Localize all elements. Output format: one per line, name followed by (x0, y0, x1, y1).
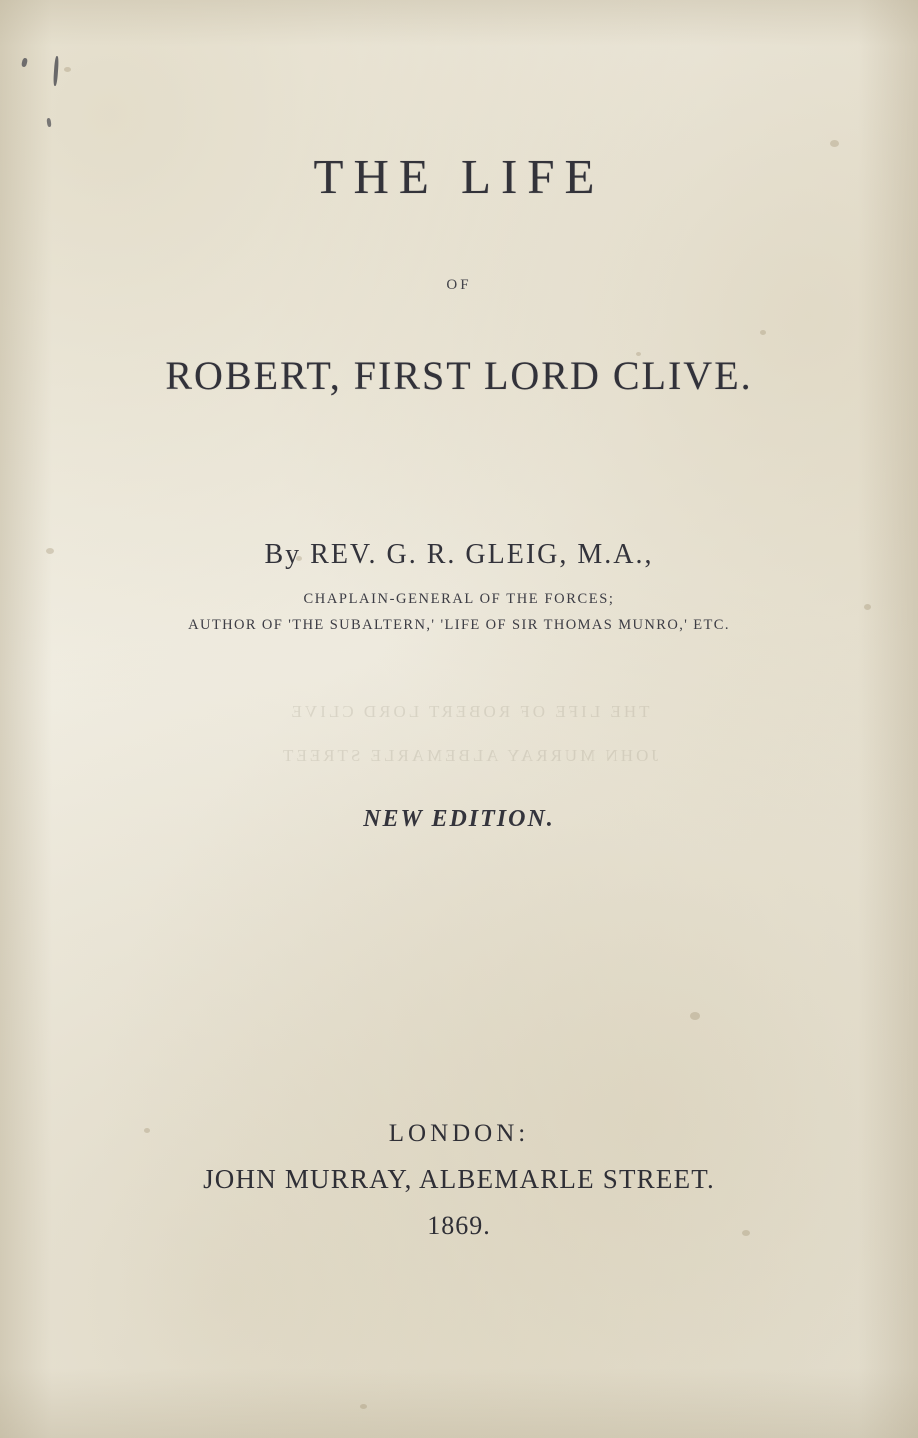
imprint-block (0, 1120, 918, 1241)
imprint-city: LONDON: (388, 1120, 530, 1147)
author-credential-primary: CHAPLAIN-GENERAL OF THE FORCES; (303, 591, 615, 607)
showthrough-line-1: THE LIFE OF ROBERT LORD CLIVE (288, 702, 650, 721)
edition-statement: NEW EDITION. (363, 806, 555, 832)
imprint-year: 1869. (427, 1211, 491, 1240)
author-credential-secondary: AUTHOR OF 'THE SUBALTERN,' 'LIFE OF SIR THOMAS MUNRO,' ETC. (188, 617, 730, 633)
showthrough-line-2: JOHN MURRAY ALBEMARLE STREET (280, 746, 658, 766)
foxing-spot (690, 1012, 700, 1020)
author-byline: By REV. G. R. GLEIG, M.A., (264, 539, 654, 570)
title-connector: OF (446, 277, 472, 293)
book-title-main: THE LIFE (313, 149, 605, 204)
page-edge-shading-bottom (0, 1368, 918, 1438)
book-title-subject: ROBERT, FIRST LORD CLIVE. (165, 353, 753, 398)
imprint-publisher: JOHN MURRAY, ALBEMARLE STREET. (203, 1164, 715, 1194)
foxing-spot (360, 1404, 367, 1409)
